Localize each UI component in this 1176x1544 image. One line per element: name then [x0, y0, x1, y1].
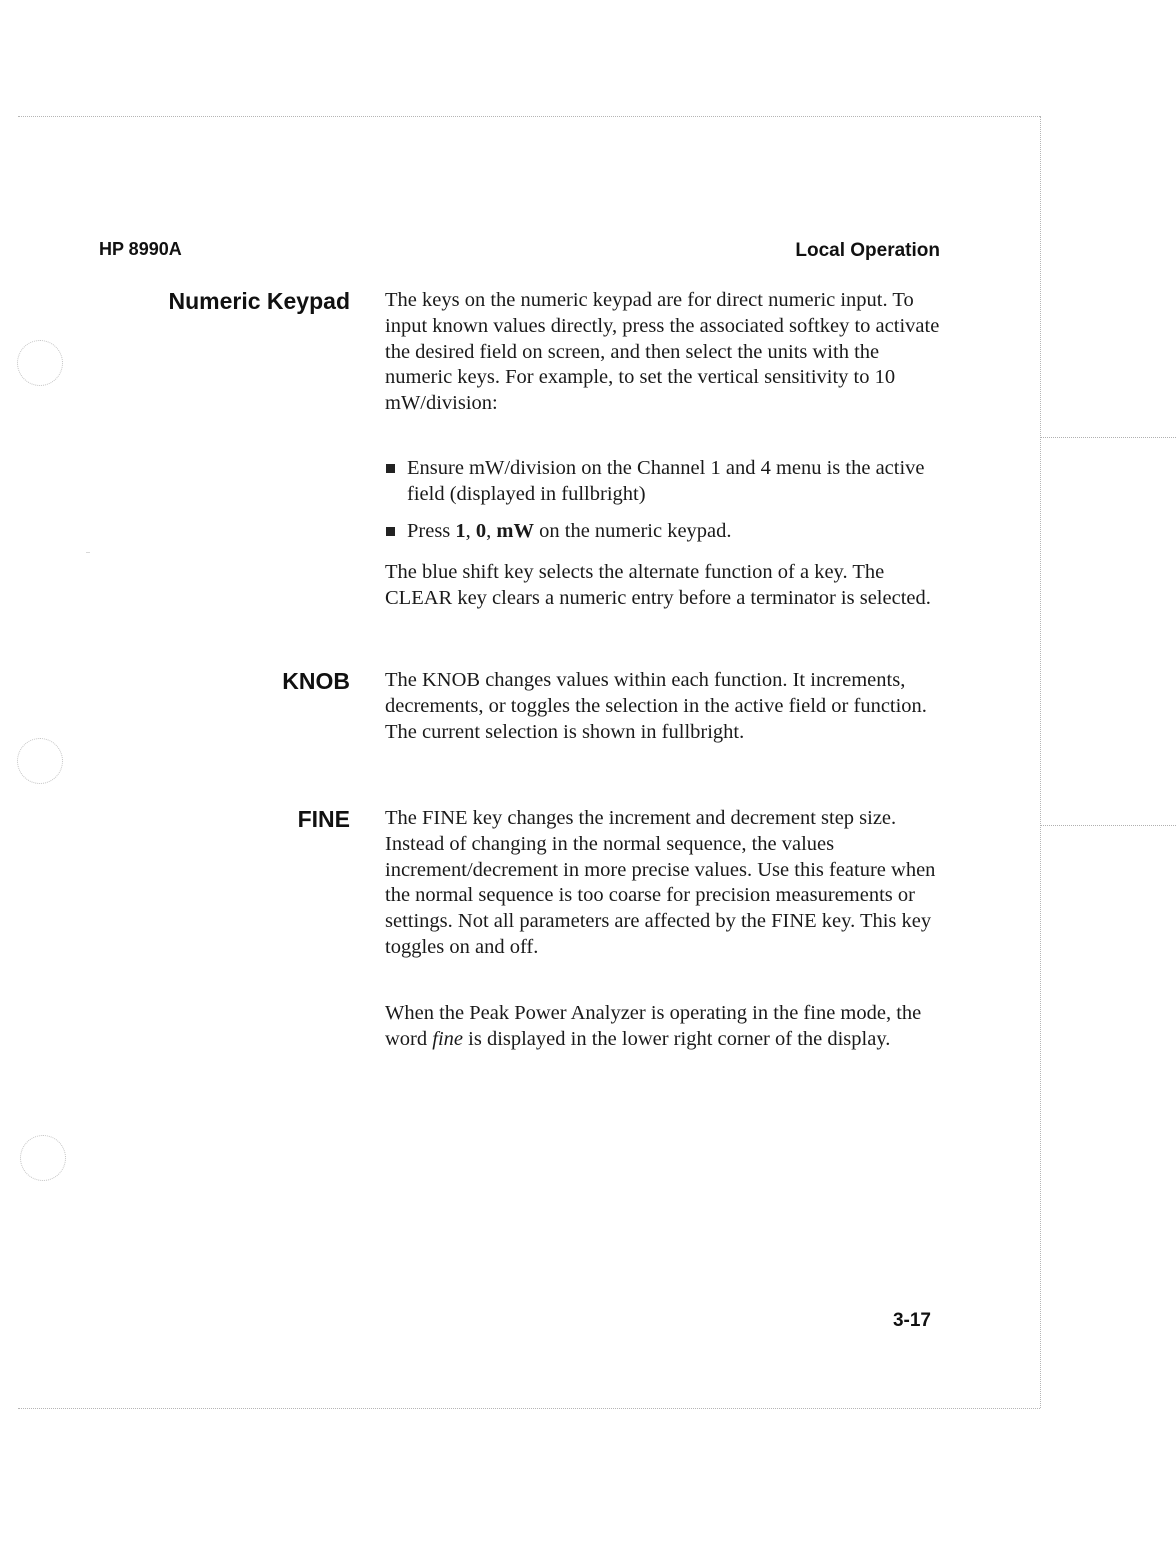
step-press-suffix: on the numeric keypad.: [534, 520, 732, 542]
list-item: [385, 456, 950, 508]
list-item: [385, 519, 950, 545]
page-edge-top: [18, 116, 1040, 117]
heading-fine: FINE: [297, 806, 350, 832]
tab-divider-line: [1040, 825, 1176, 826]
bullet-square-icon: [386, 527, 395, 536]
scan-speck: [86, 552, 90, 553]
key-mw-label: mW: [496, 520, 534, 542]
numeric-keypad-closing: The blue shift key selects the alternate function of a key. The CLEAR key clears a numeric entry before a terminator is selected.: [385, 561, 931, 609]
key-1-label: 1: [455, 520, 466, 542]
page-edge-right: [1040, 116, 1041, 1408]
bullet-square-icon: [386, 464, 395, 473]
key-0-label: 0: [475, 520, 487, 542]
step-press-prefix: Press: [407, 520, 456, 542]
step-ensure-field: Ensure mW/division on the Channel 1 and 4 menu is the active field (displayed in fullbright): [407, 457, 925, 505]
fine-note-emphasis: fine: [432, 1027, 464, 1050]
fine-description: The FINE key changes the increment and decrement step size. Instead of changing in the normal sequence, the values increment/decrement in more precise values. Use this feature when the normal sequence is too coarse for precision measurements or settings. Not all parameters are affected by the FINE key. This key toggles on and off.: [385, 807, 936, 958]
header-model: HP 8990A: [99, 239, 182, 259]
tab-divider-line: [1040, 437, 1176, 438]
separator: ,: [486, 520, 497, 542]
fine-note-prefix: When the Peak Power Analyzer is operating in the fine mode, the word: [385, 1002, 922, 1050]
header-chapter-title: Local Operation: [795, 240, 940, 261]
heading-numeric-keypad: Numeric Keypad: [168, 288, 350, 314]
binder-hole: [17, 340, 63, 386]
page-number: 3-17: [892, 1310, 931, 1331]
numeric-keypad-intro: The keys on the numeric keypad are for direct numeric input. To input known values directly, press the associated softkey to activate the desired field on screen, and then select the units with the numeric keys. For example, to set the vertical sensitivity to 10 mW/division:: [385, 289, 940, 415]
page-edge-bottom: [18, 1408, 1040, 1409]
fine-mode-note: [385, 1001, 950, 1053]
binder-hole: [20, 1135, 66, 1181]
binder-hole: [17, 738, 63, 784]
knob-description: The KNOB changes values within each function. It increments, decrements, or toggles the selection in the active field or function. The current selection is shown in fullbright.: [385, 669, 927, 743]
numeric-keypad-steps-2: [385, 519, 950, 545]
numeric-keypad-steps: [385, 456, 950, 508]
heading-knob: KNOB: [282, 668, 350, 694]
separator: ,: [465, 520, 476, 542]
fine-note-suffix: is displayed in the lower right corner of the display.: [463, 1027, 891, 1050]
